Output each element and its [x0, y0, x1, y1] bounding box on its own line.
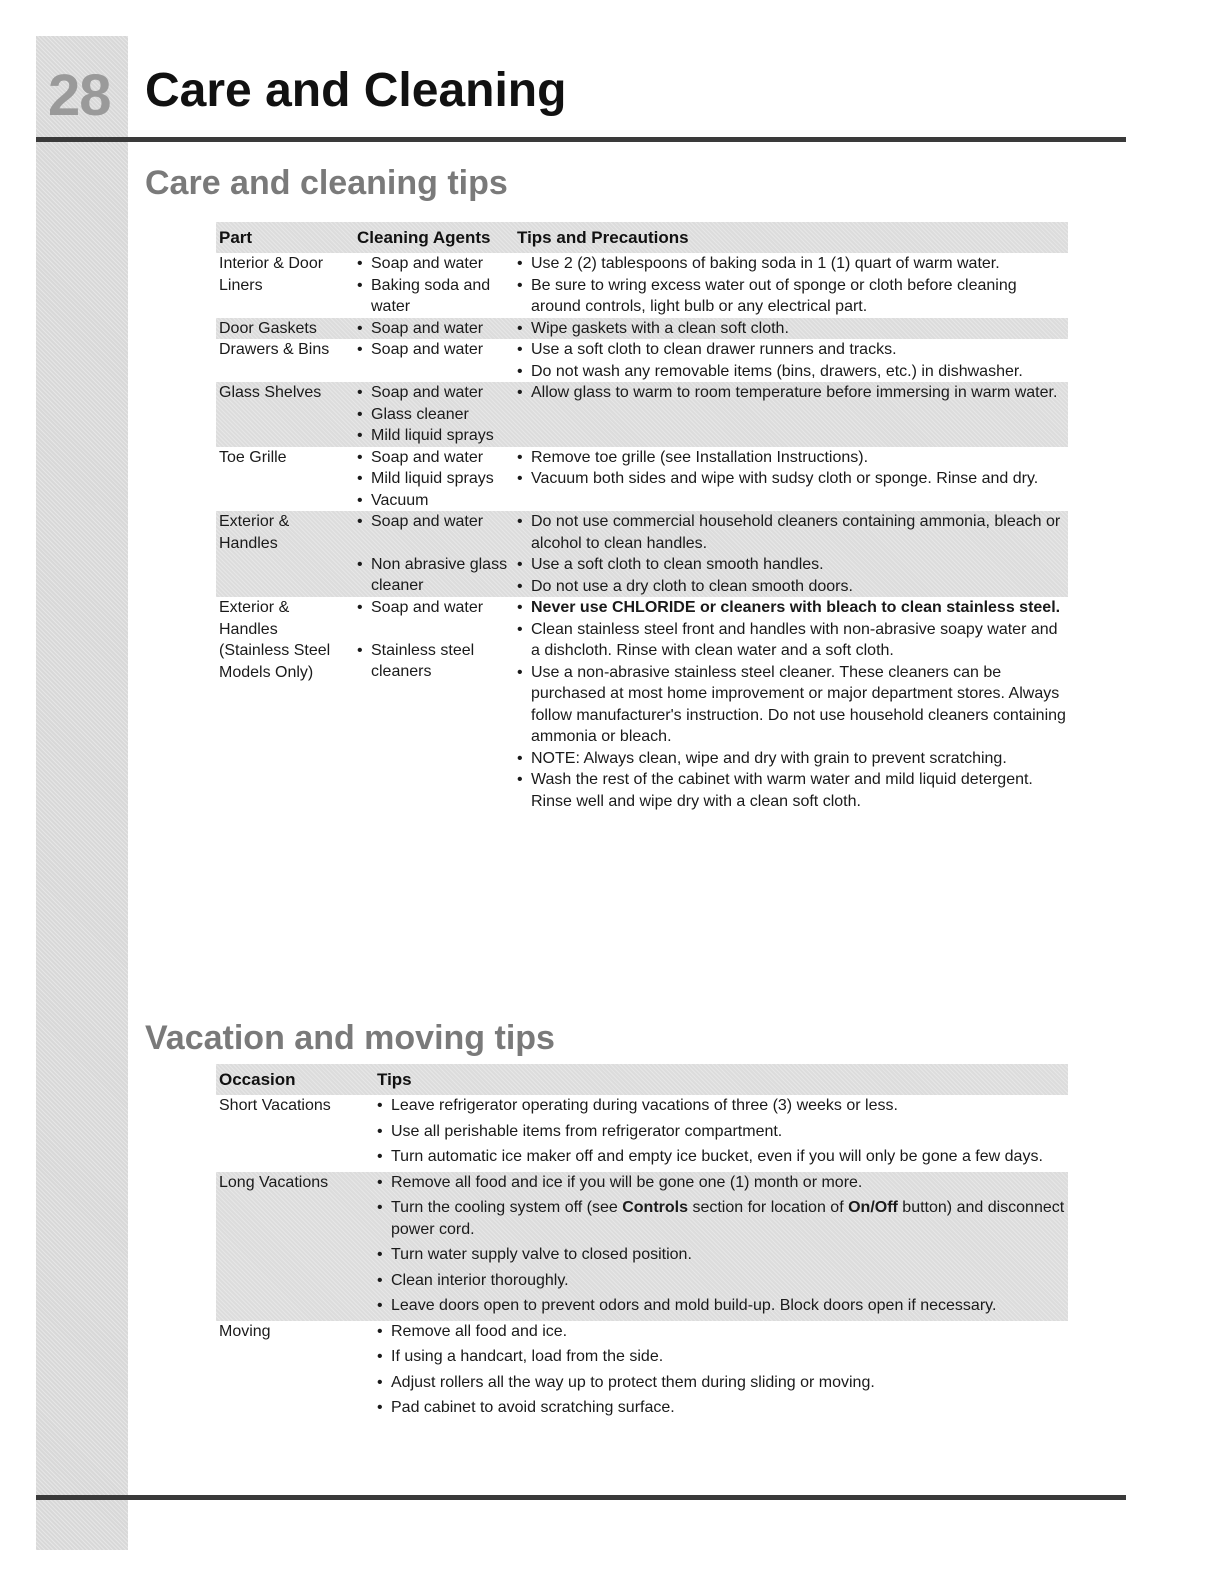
list-item: • Remove all food and ice if you will be gone one (1) month or more. — [377, 1172, 1068, 1194]
list-item: • Turn water supply valve to closed position. — [377, 1244, 1068, 1266]
list-item: • Do not use a dry cloth to clean smooth doors. — [517, 576, 1068, 598]
table-header-row — [216, 222, 1068, 253]
part-cell: Exterior & Handles (Stainless Steel Models Only) — [219, 599, 331, 681]
care-section-heading: Care and cleaning tips — [145, 164, 508, 202]
tips-cell — [514, 447, 1068, 512]
list-item: • Use a soft cloth to clean smooth handles. — [517, 554, 1068, 576]
table-row — [216, 382, 1068, 447]
list-item: • Soap and water — [357, 382, 514, 404]
table-row — [216, 511, 1068, 597]
list-item: • Use all perishable items from refrigerator compartment. — [377, 1121, 1068, 1143]
list-item: • Soap and water — [357, 253, 514, 275]
part-cell: Exterior & Handles — [219, 513, 290, 552]
list-item: • Pad cabinet to avoid scratching surface. — [377, 1397, 1068, 1419]
tips-cell — [514, 318, 1068, 340]
tips-cell — [514, 597, 1068, 812]
tips-cell — [514, 253, 1068, 318]
part-cell: Drawers & Bins — [219, 341, 330, 358]
agents-cell — [354, 253, 514, 318]
list-item: • Vacuum — [357, 490, 514, 512]
list-item: • Soap and water — [357, 511, 514, 533]
table-row — [216, 1321, 1068, 1423]
table-row — [216, 1172, 1068, 1321]
part-cell: Toe Grille — [219, 448, 287, 466]
occasion-cell: Short Vacations — [219, 1097, 331, 1114]
warning-text: Never use CHLORIDE or cleaners with bleach to clean stainless steel. — [531, 599, 1061, 616]
list-item: • Baking soda and water — [357, 275, 514, 318]
page-sidebar-band — [36, 36, 128, 1550]
list-item: • Use a non-abrasive stainless steel cleaner. These cleaners can be purchased at most home improvement or major department stores. Always follow manufacturer's instruction. Do not use household cleaners containing ammonia or bleach. — [517, 662, 1068, 748]
list-item: • Stainless steel cleaners — [357, 640, 514, 683]
part-cell: Glass Shelves — [219, 384, 322, 401]
agents-cell — [354, 511, 514, 597]
part-cell: Interior & Door Liners — [219, 255, 324, 294]
list-item: • Clean stainless steel front and handles with non-abrasive soapy water and a dishcloth. Rinse with clean water and a soft cloth. — [517, 619, 1068, 662]
list-item: • Do not use commercial household cleaners containing ammonia, bleach or alcohol to clean handles. — [517, 511, 1068, 554]
list-item: • Wash the rest of the cabinet with warm water and mild liquid detergent. Rinse well and wipe dry with a clean soft cloth. — [517, 769, 1068, 812]
list-item: • NOTE: Always clean, wipe and dry with grain to prevent scratching. — [517, 748, 1068, 770]
list-item: • Turn the cooling system off (see Controls section for location of On/Off button) and disconnect power cord. — [377, 1197, 1068, 1240]
list-item: • Be sure to wring excess water out of sponge or cloth before cleaning around controls, light bulb or any electrical part. — [517, 275, 1068, 318]
column-header-tips: Tips — [377, 1069, 412, 1089]
list-item: • Remove all food and ice. — [377, 1321, 1068, 1343]
column-header-cleaning-agents: Cleaning Agents — [357, 227, 491, 247]
care-tips-table — [216, 222, 1068, 812]
column-header-part: Part — [219, 227, 253, 247]
list-item: • Mild liquid sprays — [357, 425, 514, 447]
tips-cell — [514, 339, 1068, 382]
page-title: Care and Cleaning — [145, 64, 567, 117]
on-off-reference: On/Off — [848, 1199, 898, 1216]
table-row — [216, 318, 1068, 340]
list-item: • Mild liquid sprays — [357, 468, 514, 490]
page-number: 28 — [48, 63, 111, 128]
list-item: • Glass cleaner — [357, 404, 514, 426]
tips-cell — [374, 1172, 1068, 1321]
footer-rule — [36, 1495, 1126, 1500]
tips-cell — [374, 1095, 1068, 1172]
list-item: • Vacuum both sides and wipe with sudsy cloth or sponge. Rinse and dry. — [517, 468, 1068, 490]
list-item: • Soap and water — [357, 597, 514, 619]
list-item: • Clean interior thoroughly. — [377, 1270, 1068, 1292]
list-item: • Wipe gaskets with a clean soft cloth. — [517, 318, 1068, 340]
vacation-tips-table — [216, 1064, 1068, 1423]
list-item: • Use a soft cloth to clean drawer runners and tracks. — [517, 339, 1068, 361]
list-item: • Remove toe grille (see Installation Instructions). — [517, 447, 1068, 469]
part-cell: Door Gaskets — [219, 319, 317, 337]
list-item: • Do not wash any removable items (bins, drawers, etc.) in dishwasher. — [517, 361, 1068, 383]
agents-cell — [354, 597, 514, 812]
column-header-occasion: Occasion — [219, 1069, 296, 1089]
list-item: • Adjust rollers all the way up to protect them during sliding or moving. — [377, 1372, 1068, 1394]
list-item — [517, 597, 1068, 619]
tips-cell — [514, 511, 1068, 597]
list-item: • Leave doors open to prevent odors and mold build-up. Block doors open if necessary. — [377, 1295, 1068, 1317]
controls-reference: Controls — [622, 1199, 688, 1216]
agents-cell — [354, 318, 514, 340]
list-item: • Soap and water — [357, 447, 514, 469]
table-header-row — [216, 1064, 1068, 1095]
agents-cell — [354, 447, 514, 512]
occasion-cell: Long Vacations — [219, 1173, 329, 1191]
occasion-cell: Moving — [219, 1322, 271, 1340]
list-item: • Leave refrigerator operating during vacations of three (3) weeks or less. — [377, 1095, 1068, 1117]
column-header-tips: Tips and Precautions — [517, 227, 689, 247]
list-item: • Soap and water — [357, 318, 514, 340]
vacation-section-heading: Vacation and moving tips — [145, 1019, 555, 1057]
header-rule — [36, 137, 1126, 142]
agents-cell — [354, 382, 514, 447]
tips-cell — [374, 1321, 1068, 1423]
table-row — [216, 597, 1068, 812]
list-item: • If using a handcart, load from the side. — [377, 1346, 1068, 1368]
list-item: • Allow glass to warm to room temperature before immersing in warm water. — [517, 382, 1068, 404]
tips-cell — [514, 382, 1068, 447]
agents-cell — [354, 339, 514, 382]
table-row — [216, 253, 1068, 318]
table-row — [216, 447, 1068, 512]
table-row — [216, 1095, 1068, 1172]
list-item: • Use 2 (2) tablespoons of baking soda in 1 (1) quart of warm water. — [517, 253, 1068, 275]
table-row — [216, 339, 1068, 382]
list-item: • Turn automatic ice maker off and empty ice bucket, even if you will only be gone a few days. — [377, 1146, 1068, 1168]
list-item: • Non abrasive glass cleaner — [357, 554, 514, 597]
list-item: • Soap and water — [357, 339, 514, 361]
